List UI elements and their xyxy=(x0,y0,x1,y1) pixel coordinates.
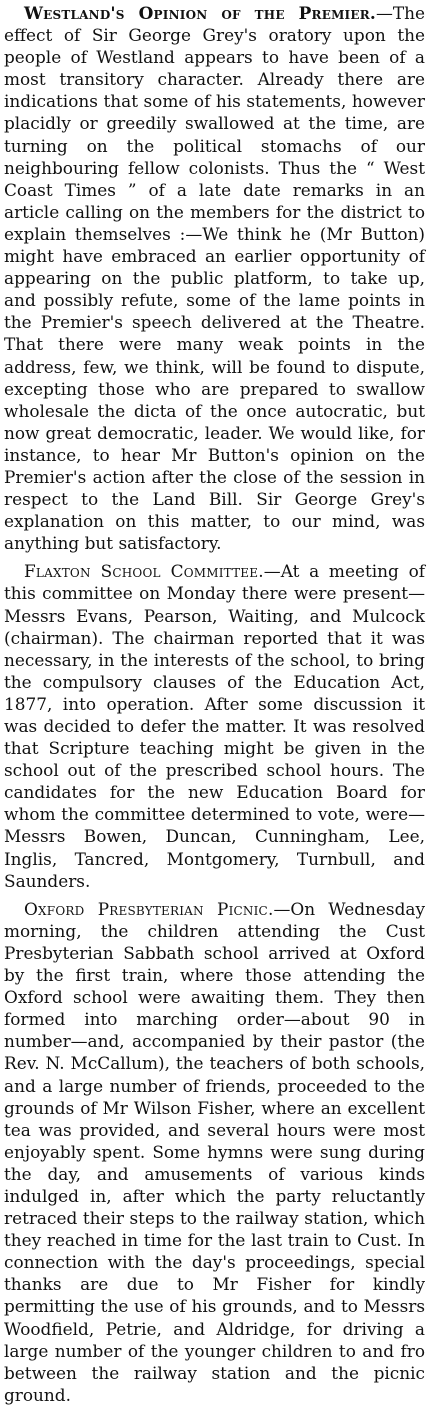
article-westland-opinion xyxy=(4,2,425,554)
article-heading: Westland's Opinion of the Premier. xyxy=(24,3,376,23)
article-body: —On Wednesday morning, the children attending the Cust Presbyterian Sabbath school arrived at Oxford by the first train, where those attending the Oxford school were awaiting them. They then formed into marching order—about 90 in number—and, accompanied by their pastor (the Rev. N. McCallum), the teachers of both schools, and a large number of friends, proceeded to the grounds of Mr Wilson Fisher, where an excellent tea was provided, and several hours were most enjoyably spent. Some hymns were sung during the day, and amusements of various kinds indulged in, after which the party reluctantly retraced their steps to the railway station, which they reached in time for the last train to Cust. In connection with the day's proceedings, special thanks are due to Mr Fisher for kindly permitting the use of his grounds, and to Messrs Woodfield, Petrie, and Aldridge, for driving a large number of the younger children to and fro between the railway station and the picnic ground. xyxy=(4,898,425,1405)
article-heading: Oxford Presbyterian Picnic. xyxy=(24,898,274,919)
article-flaxton-school-committee xyxy=(4,560,425,891)
article-oxford-presbyterian-picnic xyxy=(4,898,425,1406)
article-heading: Flaxton School Committee. xyxy=(24,561,264,582)
article-body: —The effect of Sir George Grey's oratory upon the people of Westland appears to have been of a most transitory character. Already there are indications that some of his statements, however placidly or greedily swallowed at the time, are turning on the political stomachs of our neighbouring fellow colonists. Thus the “ West Coast Times ” of a late date remarks in an article calling on the members for the district to explain themselves :—We think he (Mr Button) might have embraced an earlier opportunity of appearing on the public platform, to take up, and possibly refute, some of the lame points in the Premier's speech delivered at the Theatre. That there were many weak points in the address, few, we think, will be found to dispute, excepting those who are prepared to swallow wholesale the dicta of the once autocratic, but now great democratic, leader. We would like, for instance, to hear Mr Button's opinion on the Premier's action after the close of the session in respect to the Land Bill. Sir George Grey's explanation on this matter, to our mind, was anything but satisfactory. xyxy=(4,3,425,554)
article-body: —At a meeting of this committee on Monday there were present—Messrs Evans, Pearson, Waiting, and Mulcock (chairman). The chairman reported that it was necessary, in the interests of the school, to bring the compulsory clauses of the Education Act, 1877, into operation. After some discussion it was decided to defer the matter. It was resolved that Scripture teaching might be given in the school out of the prescribed school hours. The candidates for the new Education Board for whom the committee determined to vote, were—Messrs Bowen, Duncan, Cunningham, Lee, Inglis, Tancred, Montgomery, Turnbull, and Saunders. xyxy=(4,561,425,891)
